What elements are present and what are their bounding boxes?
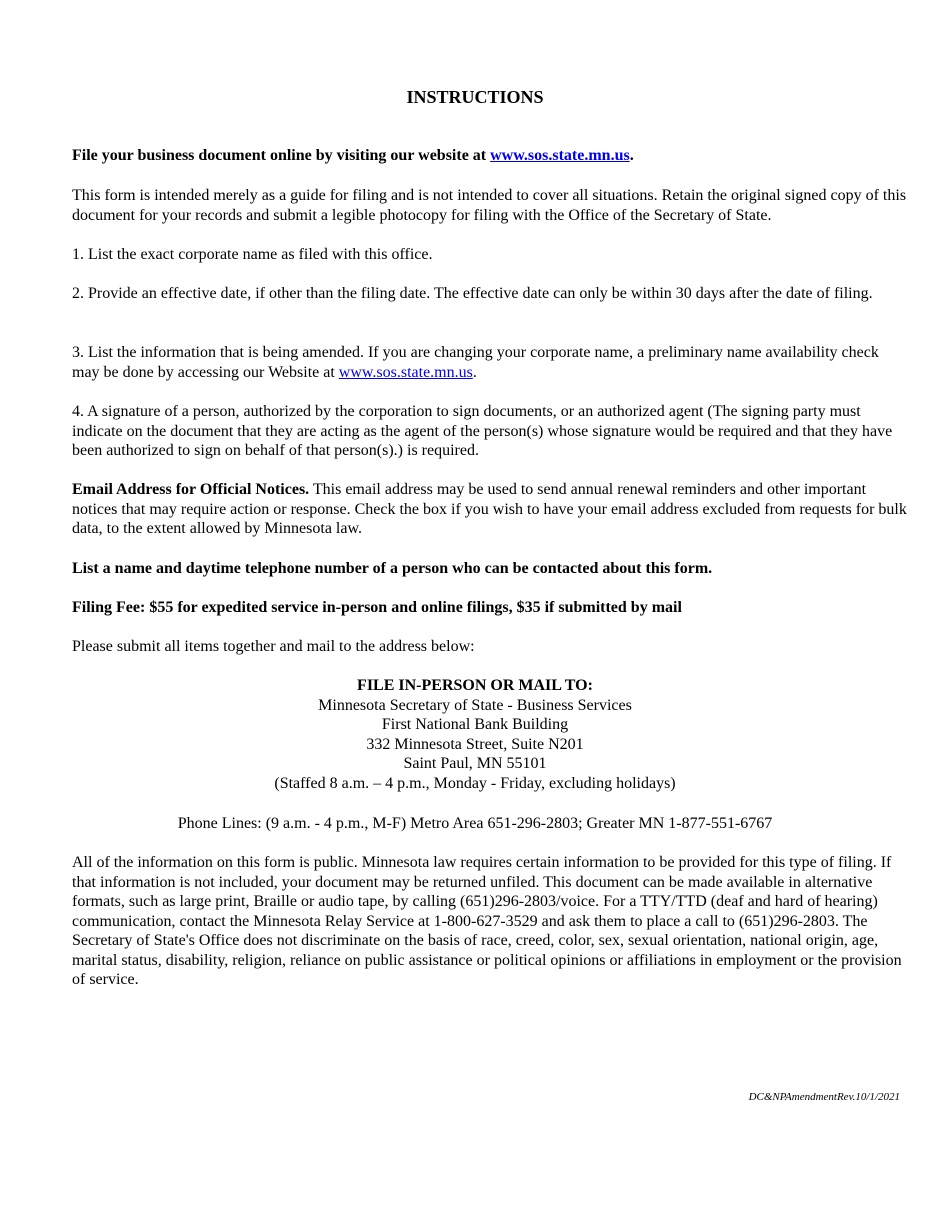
office-hours: (Staffed 8 a.m. – 4 p.m., Monday - Friday, excluding holidays) <box>274 774 676 792</box>
instruction-item-3: 3. List the information that is being amended. If you are changing your corporate name, a preliminary name availability check may be done by accessing our Website at www.sos.state.mn.us. <box>72 344 879 381</box>
address-line-3: 332 Minnesota Street, Suite N201 <box>366 735 584 753</box>
instruction-item-2: 2. Provide an effective date, if other than the filing date. The effective date can only be within 30 days after the date of filing. <box>72 285 873 302</box>
page-title: INSTRUCTIONS <box>406 87 544 107</box>
online-filing-notice: File your business document online by visiting our website at www.sos.state.mn.us. <box>72 147 634 164</box>
email-text: This email address may be used to send annual renewal reminders and other important notices that may require action or response. Check the box if you wish to have your email address excluded from requests for bulk data, to the extent allowed by Minnesota law. <box>72 481 907 537</box>
filing-fee: Filing Fee: $55 for expedited service in-person and online filings, $35 if submitted by mail <box>72 599 682 616</box>
website-link[interactable]: www.sos.state.mn.us <box>490 147 630 164</box>
address-line-4: Saint Paul, MN 55101 <box>403 755 547 772</box>
submit-instruction: Please submit all items together and mail to the address below: <box>72 638 475 655</box>
instruction-item-4: 4. A signature of a person, authorized by the corporation to sign documents, or an authorized agent (The signing party must indicate on the document that they are acting as the agent of the person(s) whose signature would be required and that they have been authorized to sign on behalf of that person(s).) is required. <box>72 403 893 459</box>
email-notice <box>72 480 908 539</box>
website-link-2[interactable]: www.sos.state.mn.us <box>338 363 473 381</box>
online-filing-text: File your business document online by visiting our website at <box>72 147 491 164</box>
address-line-2: First National Bank Building <box>381 716 569 733</box>
contact-instruction: List a name and daytime telephone number of a person who can be contacted about this form. <box>72 560 713 577</box>
address-heading: FILE IN-PERSON OR MAIL TO: <box>357 677 593 694</box>
intro-paragraph: This form is intended merely as a guide for filing and is not intended to cover all situations. Retain the original signed copy of this document for your records and submit a legible photocopy for filing with the Office of the Secretary of State. <box>72 187 907 224</box>
form-revision-code: DC&NPAmendmentRev.10/1/2021 <box>748 1091 900 1103</box>
public-information-notice: All of the information on this form is public. Minnesota law requires certain information to be provided for this type of filing. If that information is not included, your document may be returned unfiled. This document can be made available in alternative formats, such as large print, Braille or audio tape, by calling (651)296-2803/voice. For a TTY/TTD (deaf and hard of hearing) communication, contact the Minnesota Relay Service at 1-800-627-3529 and ask them to place a call to (651)296-2803. The Secretary of State's Office does not discriminate on the basis of race, creed, color, sex, sexual orientation, national origin, age, marital status, disability, religion, reliance on public assistance or political opinions or affiliations in employment or the provision of service. <box>72 854 902 988</box>
phone-lines: Phone Lines: (9 a.m. - 4 p.m., M-F) Metro Area 651-296-2803; Greater MN 1-877-551-6767 <box>177 815 773 832</box>
email-heading: Email Address for Official Notices. <box>72 481 310 498</box>
mailing-address <box>72 676 878 793</box>
address-line-1: Minnesota Secretary of State - Business Services <box>318 696 632 714</box>
instruction-item-1: 1. List the exact corporate name as filed with this office. <box>72 246 433 263</box>
